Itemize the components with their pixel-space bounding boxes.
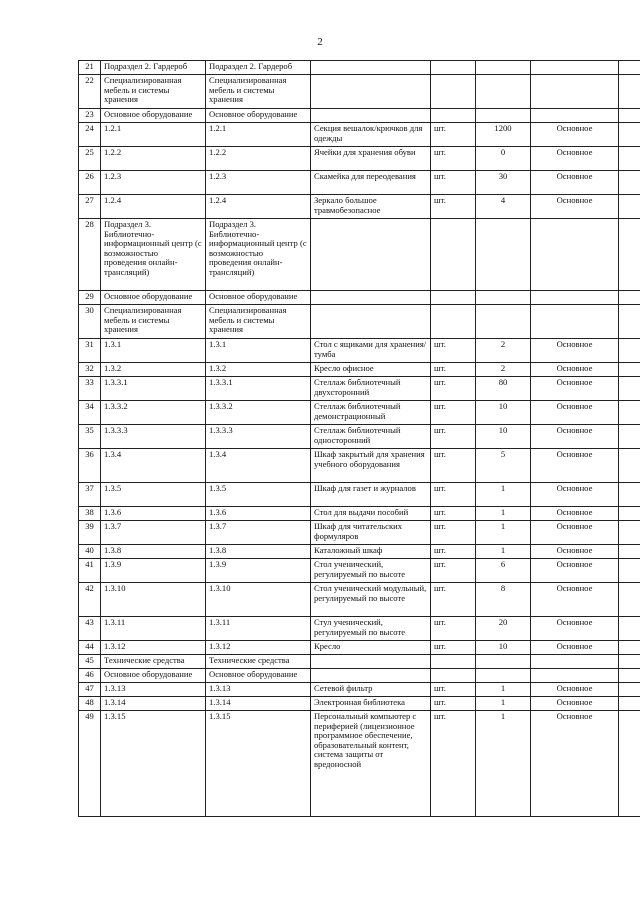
quantity-cell [476,61,531,75]
row-number: 38 [79,507,101,521]
note-cell [619,559,640,583]
row-number: 34 [79,401,101,425]
code-cell: 1.3.15 [206,711,311,817]
table-row [79,449,640,483]
note-cell [619,75,640,109]
row-number: 45 [79,655,101,669]
unit-cell: шт. [431,171,476,195]
item-name-cell: Шкаф для газет и журналов [311,483,431,507]
code-cell: Технические средства [206,655,311,669]
category-cell: Основное [531,425,619,449]
code-cell: Подраздел 2. Гардероб [206,61,311,75]
code-cell: Специализированная мебель и системы хранения [101,305,206,339]
item-name-cell [311,61,431,75]
unit-cell: шт. [431,401,476,425]
category-cell [531,655,619,669]
code-cell: 1.3.4 [206,449,311,483]
item-name-cell: Стол ученический, регулируемый по высоте [311,559,431,583]
table-row [79,521,640,545]
note-cell [619,711,640,817]
table-row [79,507,640,521]
code-cell: Подраздел 3. Библиотечно-информационный центр (с возможностью проведения онлайн-трансляций) [206,219,311,291]
item-name-cell: Кресло офисное [311,363,431,377]
category-cell: Основное [531,507,619,521]
item-name-cell [311,291,431,305]
item-name-cell [311,109,431,123]
quantity-cell: 1200 [476,123,531,147]
code-cell: 1.3.3.1 [206,377,311,401]
note-cell [619,545,640,559]
code-cell: Специализированная мебель и системы хранения [101,75,206,109]
code-cell: 1.2.2 [206,147,311,171]
category-cell: Основное [531,449,619,483]
unit-cell [431,109,476,123]
table-row [79,683,640,697]
row-number: 25 [79,147,101,171]
quantity-cell: 30 [476,171,531,195]
item-name-cell: Стеллаж библиотечный демонстрационный [311,401,431,425]
code-cell: 1.2.4 [101,195,206,219]
item-name-cell: Стол для выдачи пособий [311,507,431,521]
note-cell [619,669,640,683]
row-number: 37 [79,483,101,507]
unit-cell: шт. [431,339,476,363]
unit-cell: шт. [431,507,476,521]
quantity-cell [476,75,531,109]
equipment-table [78,60,640,817]
code-cell: 1.2.1 [101,123,206,147]
code-cell: 1.2.3 [101,171,206,195]
code-cell: 1.3.10 [101,583,206,617]
code-cell: 1.3.4 [101,449,206,483]
row-number: 32 [79,363,101,377]
table-row [79,75,640,109]
row-number: 42 [79,583,101,617]
quantity-cell: 1 [476,507,531,521]
table-row [79,123,640,147]
code-cell: 1.2.4 [206,195,311,219]
item-name-cell: Шкаф для читательских формуляров [311,521,431,545]
code-cell: 1.3.2 [101,363,206,377]
row-number: 33 [79,377,101,401]
category-cell [531,75,619,109]
unit-cell: шт. [431,483,476,507]
quantity-cell: 1 [476,683,531,697]
category-cell: Основное [531,641,619,655]
row-number: 28 [79,219,101,291]
quantity-cell: 10 [476,401,531,425]
row-number: 41 [79,559,101,583]
row-number: 39 [79,521,101,545]
row-number: 26 [79,171,101,195]
unit-cell [431,655,476,669]
note-cell [619,109,640,123]
category-cell [531,291,619,305]
table-row [79,291,640,305]
category-cell: Основное [531,401,619,425]
note-cell [619,363,640,377]
row-number: 47 [79,683,101,697]
code-cell: 1.3.6 [101,507,206,521]
code-cell: 1.3.3.2 [101,401,206,425]
category-cell: Основное [531,195,619,219]
item-name-cell: Стеллаж библиотечный двухсторонний [311,377,431,401]
unit-cell: шт. [431,377,476,401]
table-row [79,195,640,219]
code-cell: 1.3.11 [101,617,206,641]
item-name-cell: Шкаф закрытый для хранения учебного оборудования [311,449,431,483]
quantity-cell [476,669,531,683]
category-cell: Основное [531,545,619,559]
code-cell: 1.3.1 [206,339,311,363]
code-cell: Основное оборудование [206,109,311,123]
quantity-cell: 10 [476,425,531,449]
table-row [79,147,640,171]
category-cell: Основное [531,521,619,545]
quantity-cell [476,305,531,339]
category-cell: Основное [531,377,619,401]
unit-cell: шт. [431,449,476,483]
unit-cell: шт. [431,545,476,559]
note-cell [619,339,640,363]
unit-cell [431,61,476,75]
item-name-cell: Стол ученический модульный, регулируемый по высоте [311,583,431,617]
category-cell [531,109,619,123]
quantity-cell: 0 [476,147,531,171]
item-name-cell [311,219,431,291]
code-cell: 1.3.3.1 [101,377,206,401]
category-cell: Основное [531,683,619,697]
unit-cell: шт. [431,711,476,817]
row-number: 40 [79,545,101,559]
note-cell [619,401,640,425]
code-cell: Основное оборудование [101,669,206,683]
note-cell [619,683,640,697]
quantity-cell: 1 [476,697,531,711]
note-cell [619,425,640,449]
code-cell: 1.3.12 [101,641,206,655]
quantity-cell: 1 [476,521,531,545]
row-number: 46 [79,669,101,683]
note-cell [619,521,640,545]
quantity-cell: 1 [476,545,531,559]
quantity-cell: 80 [476,377,531,401]
quantity-cell: 1 [476,711,531,817]
note-cell [619,61,640,75]
table-row [79,425,640,449]
code-cell: 1.3.1 [101,339,206,363]
unit-cell: шт. [431,363,476,377]
note-cell [619,507,640,521]
item-name-cell: Персональный компьютер с периферией (лицензионное программное обеспечение, образовательный контент, система защиты от вредоносной [311,711,431,817]
code-cell: 1.3.8 [101,545,206,559]
unit-cell: шт. [431,617,476,641]
item-name-cell: Стул ученический, регулируемый по высоте [311,617,431,641]
row-number: 49 [79,711,101,817]
quantity-cell [476,291,531,305]
note-cell [619,123,640,147]
quantity-cell: 20 [476,617,531,641]
code-cell: 1.3.9 [101,559,206,583]
item-name-cell: Ячейки для хранения обуви [311,147,431,171]
code-cell: 1.3.7 [206,521,311,545]
note-cell [619,291,640,305]
code-cell: Специализированная мебель и системы хранения [206,305,311,339]
page-number: 2 [317,36,323,48]
category-cell: Основное [531,583,619,617]
row-number: 22 [79,75,101,109]
note-cell [619,305,640,339]
item-name-cell: Каталожный шкаф [311,545,431,559]
unit-cell: шт. [431,559,476,583]
unit-cell [431,75,476,109]
unit-cell [431,219,476,291]
note-cell [619,171,640,195]
unit-cell: шт. [431,425,476,449]
code-cell: 1.3.3.2 [206,401,311,425]
unit-cell: шт. [431,641,476,655]
quantity-cell [476,655,531,669]
code-cell: 1.3.14 [206,697,311,711]
note-cell [619,219,640,291]
code-cell: 1.3.13 [101,683,206,697]
note-cell [619,483,640,507]
code-cell: Основное оборудование [206,291,311,305]
table-row [79,483,640,507]
table-row [79,339,640,363]
table-row [79,219,640,291]
category-cell: Основное [531,363,619,377]
quantity-cell: 4 [476,195,531,219]
code-cell: Основное оборудование [101,291,206,305]
note-cell [619,449,640,483]
code-cell: 1.3.5 [101,483,206,507]
item-name-cell [311,655,431,669]
item-name-cell: Секция вешалок/крючков для одежды [311,123,431,147]
category-cell: Основное [531,483,619,507]
unit-cell: шт. [431,683,476,697]
quantity-cell: 8 [476,583,531,617]
note-cell [619,655,640,669]
table-row [79,617,640,641]
quantity-cell: 6 [476,559,531,583]
row-number: 30 [79,305,101,339]
table-row [79,305,640,339]
unit-cell: шт. [431,521,476,545]
code-cell: Подраздел 2. Гардероб [101,61,206,75]
note-cell [619,697,640,711]
quantity-cell: 2 [476,363,531,377]
table-row [79,655,640,669]
code-cell: 1.3.15 [101,711,206,817]
code-cell: Основное оборудование [101,109,206,123]
code-cell: 1.2.1 [206,123,311,147]
item-name-cell: Зеркало большое травмобезопасное [311,195,431,219]
row-number: 27 [79,195,101,219]
category-cell: Основное [531,617,619,641]
category-cell [531,305,619,339]
quantity-cell [476,219,531,291]
item-name-cell: Скамейка для переодевания [311,171,431,195]
item-name-cell: Электронная библиотека [311,697,431,711]
row-number: 31 [79,339,101,363]
row-number: 24 [79,123,101,147]
code-cell: 1.3.13 [206,683,311,697]
quantity-cell: 1 [476,483,531,507]
code-cell: 1.3.6 [206,507,311,521]
unit-cell: шт. [431,195,476,219]
item-name-cell: Сетевой фильтр [311,683,431,697]
category-cell: Основное [531,711,619,817]
code-cell: 1.3.2 [206,363,311,377]
table-row [79,697,640,711]
note-cell [619,583,640,617]
code-cell: 1.3.9 [206,559,311,583]
code-cell: 1.3.11 [206,617,311,641]
table-row [79,401,640,425]
table-row [79,109,640,123]
category-cell: Основное [531,339,619,363]
item-name-cell [311,669,431,683]
category-cell: Основное [531,123,619,147]
code-cell: 1.2.2 [101,147,206,171]
code-cell: 1.3.3.3 [101,425,206,449]
category-cell: Основное [531,147,619,171]
note-cell [619,377,640,401]
category-cell [531,219,619,291]
row-number: 21 [79,61,101,75]
quantity-cell: 10 [476,641,531,655]
unit-cell [431,291,476,305]
code-cell: 1.3.14 [101,697,206,711]
table-row [79,363,640,377]
table-row [79,545,640,559]
row-number: 48 [79,697,101,711]
table-row [79,641,640,655]
code-cell: 1.3.8 [206,545,311,559]
category-cell: Основное [531,171,619,195]
note-cell [619,617,640,641]
note-cell [619,641,640,655]
unit-cell: шт. [431,583,476,617]
row-number: 44 [79,641,101,655]
code-cell: 1.3.5 [206,483,311,507]
table-row [79,171,640,195]
table-row [79,711,640,817]
code-cell: 1.3.7 [101,521,206,545]
table-row [79,669,640,683]
code-cell: 1.3.10 [206,583,311,617]
quantity-cell: 5 [476,449,531,483]
unit-cell [431,305,476,339]
row-number: 43 [79,617,101,641]
unit-cell: шт. [431,123,476,147]
quantity-cell [476,109,531,123]
code-cell: 1.3.3.3 [206,425,311,449]
code-cell: Технические средства [101,655,206,669]
code-cell: 1.3.12 [206,641,311,655]
unit-cell [431,669,476,683]
row-number: 35 [79,425,101,449]
table-row [79,377,640,401]
code-cell: Основное оборудование [206,669,311,683]
note-cell [619,195,640,219]
unit-cell: шт. [431,697,476,711]
item-name-cell: Стол с ящиками для хранения/тумба [311,339,431,363]
item-name-cell: Кресло [311,641,431,655]
table-row [79,583,640,617]
row-number: 36 [79,449,101,483]
category-cell [531,61,619,75]
row-number: 23 [79,109,101,123]
item-name-cell: Стеллаж библиотечный односторонний [311,425,431,449]
table-row [79,61,640,75]
category-cell [531,669,619,683]
code-cell: 1.2.3 [206,171,311,195]
category-cell: Основное [531,697,619,711]
table-row [79,559,640,583]
category-cell: Основное [531,559,619,583]
note-cell [619,147,640,171]
code-cell: Подраздел 3. Библиотечно-информационный центр (с возможностью проведения онлайн-трансляций) [101,219,206,291]
item-name-cell [311,305,431,339]
quantity-cell: 2 [476,339,531,363]
row-number: 29 [79,291,101,305]
code-cell: Специализированная мебель и системы хранения [206,75,311,109]
unit-cell: шт. [431,147,476,171]
item-name-cell [311,75,431,109]
